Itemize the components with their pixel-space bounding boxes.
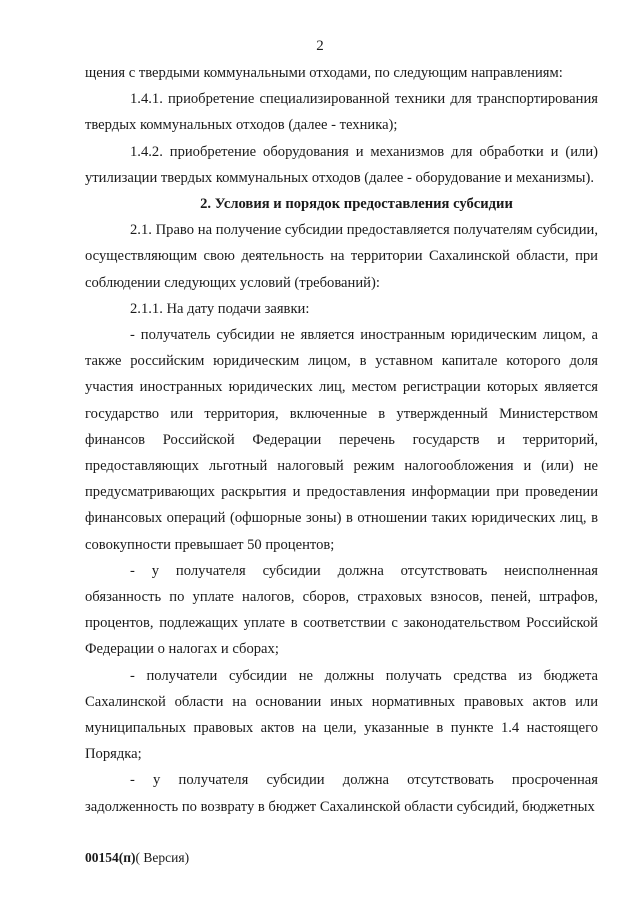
paragraph-continuation: щения с твердыми коммунальными отходами, по следующим направлениям: <box>85 65 563 81</box>
document-code: 00154(п) <box>85 850 136 865</box>
paragraph-2-1-1: 2.1.1. На дату подачи заявки: <box>130 300 310 317</box>
paragraph-1-4-2: 1.4.2. приобретение оборудования и механизмов для обработки и (или) утилизации твердых коммунальных отходов (далее - оборудование и механизмы). <box>85 143 598 186</box>
section-heading: 2. Условия и порядок предоставления субсидии <box>200 196 513 213</box>
paragraph-budget-funds: - получатели субсидии не должны получать средства из бюджета Сахалинской области на основании иных нормативных правовых актов или муниципальных правовых актов на цели, указанные в пункте 1.4 настоящего Порядка; <box>85 667 598 763</box>
document-version: ( Версия) <box>135 850 190 865</box>
footer <box>85 850 189 866</box>
paragraph-2-1: 2.1. Право на получение субсидии предоставляется получателям субсидии, осуществляющим свою деятельность на территории Сахалинской области, при соблюдении следующих условий (требований): <box>85 222 598 291</box>
paragraph-overdue-debt: - у получателя субсидии должна отсутствовать просроченная задолженность по возврату в бюджет Сахалинской области субсидий, бюджетных <box>85 772 598 815</box>
page-number: 2 <box>316 38 324 54</box>
paragraph-foreign-entity: - получатель субсидии не является иностранным юридическим лицом, а также российским юридическим лицом, в уставном капитале которого доля участия иностранных юридических лиц, местом регистрации которых является государство или территория, включенные в утвержденный Министерством финансов Российской Федерации перечень государств и территорий, предоставляющих льготный налоговый режим налогообложения и (или) не предусматривающих раскрытия и предоставления информации при проведении финансовых операций (офшорные зоны) в отношении таких юридических лиц, в совокупности превышает 50 процентов; <box>85 327 598 553</box>
document-body <box>85 60 598 820</box>
paragraph-1-4-1: 1.4.1. приобретение специализированной техники для транспортирования твердых коммунальных отходов (далее - техника); <box>85 91 598 134</box>
paragraph-tax-debt: - у получателя субсидии должна отсутствовать неисполненная обязанность по уплате налогов, сборов, страховых взносов, пеней, штрафов, процентов, подлежащих уплате в соответствии с законодательством Российской Федерации о налогах и сборах; <box>85 562 598 658</box>
